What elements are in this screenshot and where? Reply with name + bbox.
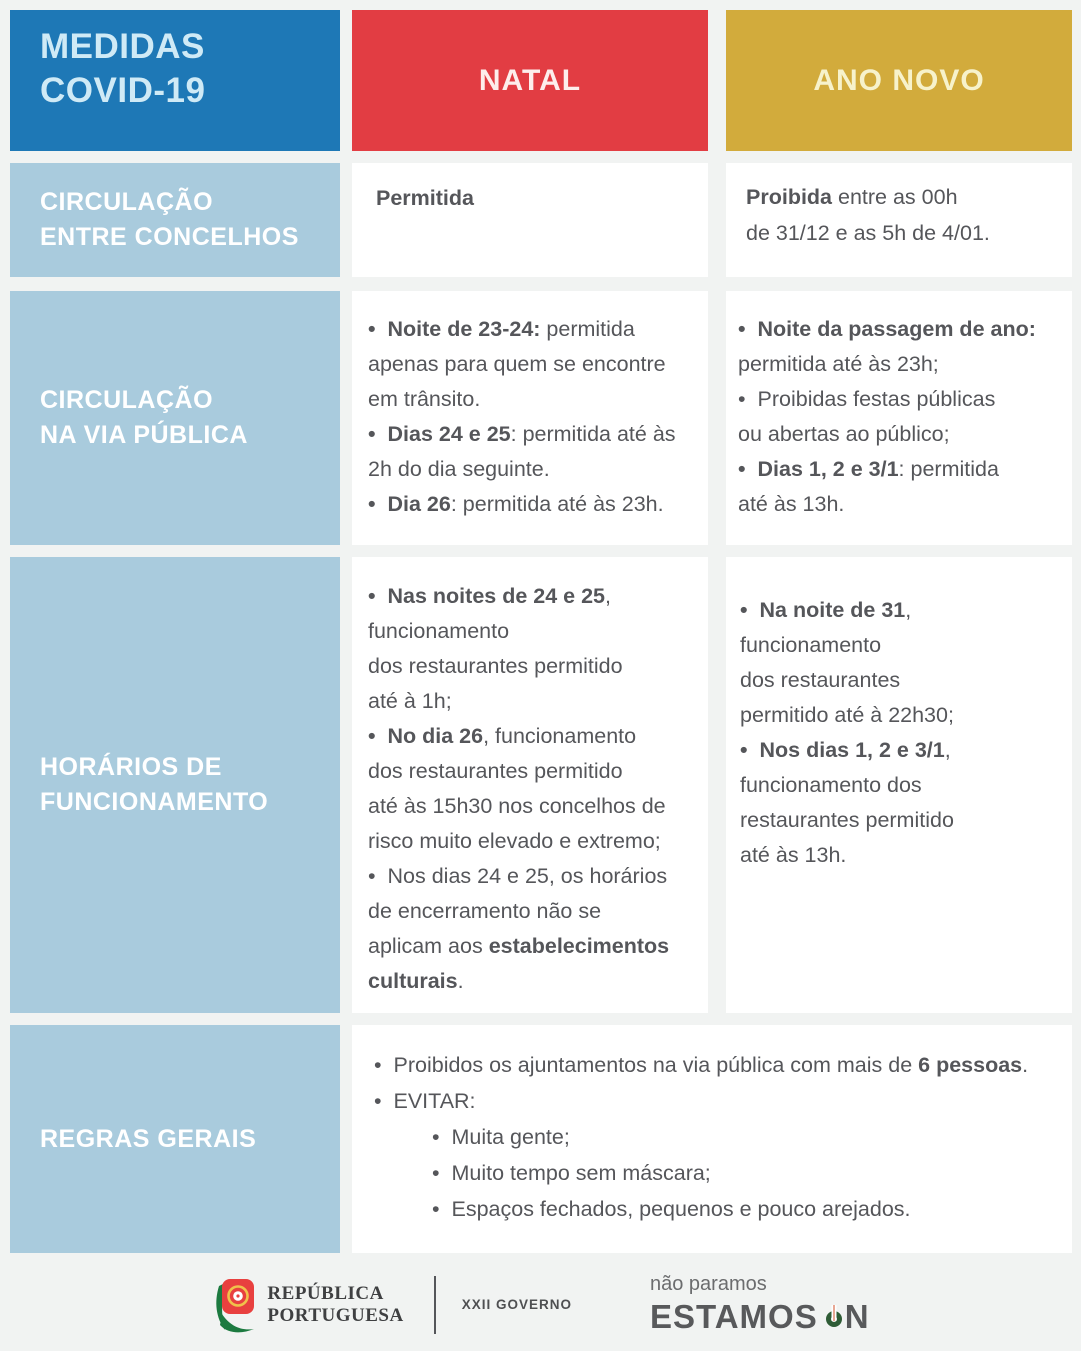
text-fragment: Espaços fechados, pequenos e pouco arejados. — [451, 1197, 911, 1221]
bullet-item — [740, 593, 1064, 733]
row-label-line: CIRCULAÇÃO — [40, 188, 214, 216]
bullet-item — [740, 733, 1064, 873]
text-fragment: PORTUGUESA — [267, 1304, 404, 1326]
text-fragment: . — [457, 969, 464, 993]
bullet-item — [368, 417, 698, 487]
power-icon — [826, 1311, 842, 1327]
row-label-line: FUNCIONAMENTO — [40, 788, 269, 816]
bullet-item — [374, 1083, 1052, 1119]
text-fragment: Nas noites de 24 e 25 — [387, 584, 605, 608]
cell-concelhos-natal — [352, 163, 708, 277]
page-title — [40, 25, 340, 113]
republica-portuguesa-emblem-icon — [211, 1274, 257, 1336]
text-fragment: restaurantes permitido — [740, 808, 954, 832]
footer-divider — [434, 1276, 436, 1334]
xxii-governo-label: XXII GOVERNO — [461, 1297, 572, 1312]
text-fragment: , funcionamento — [483, 724, 637, 748]
text-fragment: funcionamento — [368, 619, 510, 643]
cell-via-publica-natal — [352, 291, 708, 545]
row-label-line: REGRAS GERAIS — [40, 1124, 257, 1153]
text-fragment: 6 pessoas — [918, 1053, 1023, 1077]
estamos-on-wordmark — [650, 1298, 870, 1336]
text-fragment: culturais — [368, 969, 458, 993]
text-fragment: em trânsito. — [368, 387, 481, 411]
text-fragment: funcionamento dos — [740, 773, 922, 797]
sub-bullet-item — [374, 1191, 1052, 1227]
text-fragment: até às 13h. — [740, 843, 847, 867]
text-fragment: Nos dias 1, 2 e 3/1 — [759, 738, 945, 762]
bullet-item — [368, 859, 698, 999]
text-fragment: dos restaurantes permitido — [368, 654, 623, 678]
row-label-line: CIRCULAÇÃO — [40, 386, 214, 414]
cell-regras-gerais — [352, 1025, 1072, 1253]
sub-bullet-item — [374, 1119, 1052, 1155]
text-fragment: No dia 26 — [387, 724, 484, 748]
text-fragment: Na noite de 31 — [759, 598, 906, 622]
text-fragment: Dias 1, 2 e 3/1 — [757, 457, 899, 481]
text-fragment: de encerramento não se — [368, 899, 602, 923]
row-label-regras-gerais — [10, 1025, 340, 1253]
header-title-box — [10, 10, 340, 151]
column-header-ano-novo — [726, 10, 1072, 151]
text-fragment: : permitida — [898, 457, 999, 481]
permitida-text: Permitida — [376, 186, 474, 210]
government-logo-block — [211, 1274, 572, 1336]
text-fragment: : permitida até às 23h. — [450, 492, 664, 516]
page-title-line2: COVID-19 — [40, 71, 206, 110]
text-fragment: até às 15h30 nos concelhos de — [368, 794, 666, 818]
bullet-item — [738, 382, 1064, 452]
proibida-text: Proibida — [746, 185, 833, 209]
bullet-item — [738, 312, 1064, 382]
cell-horarios-ano-novo — [726, 557, 1072, 1013]
text-fragment: Noite de 23-24: — [387, 317, 541, 341]
cell-via-publica-ano-novo — [726, 291, 1072, 545]
text-fragment: , — [905, 598, 912, 622]
text-fragment: . — [1022, 1053, 1029, 1077]
text-fragment: , — [605, 584, 611, 608]
power-icon-bar — [831, 1305, 836, 1321]
bullet-item — [368, 719, 698, 859]
cell-concelhos-ano-novo — [726, 163, 1072, 277]
text-fragment: Noite da passagem de ano: — [757, 317, 1036, 341]
bullet-item — [368, 487, 698, 522]
text-fragment: funcionamento — [740, 633, 882, 657]
column-header-ano-novo-label: ANO NOVO — [813, 63, 985, 97]
text-fragment: , — [944, 738, 951, 762]
text-fragment: ESTAMOS — [650, 1298, 818, 1335]
estamos-on-brand — [650, 1273, 870, 1336]
text-fragment: estabelecimentos — [488, 934, 670, 958]
text-fragment: EVITAR: — [393, 1089, 476, 1113]
republica-portuguesa-label — [267, 1283, 403, 1327]
text-fragment: Nos dias 24 e 25, os horários — [387, 864, 668, 888]
text-fragment: de 31/12 e as 5h de 4/01. — [746, 221, 990, 245]
text-fragment: dos restaurantes — [740, 668, 901, 692]
text-fragment: permitida — [540, 317, 635, 341]
nao-paramos-tagline: não paramos — [650, 1273, 767, 1295]
text-fragment: 2h do dia seguinte. — [368, 457, 550, 481]
row-label-horarios-funcionamento — [10, 557, 340, 1013]
page-title-line1: MEDIDAS — [40, 27, 205, 66]
text-fragment: ou abertas ao público; — [738, 422, 950, 446]
bullet-item — [368, 579, 698, 719]
text-fragment: Dias 24 e 25 — [387, 422, 511, 446]
text-fragment: REPÚBLICA — [267, 1282, 384, 1304]
text-fragment: apenas para quem se encontre — [368, 352, 666, 376]
text-fragment: permitida até às 23h; — [738, 352, 939, 376]
text-fragment: N — [844, 1298, 870, 1335]
row-label-circulacao-via-publica — [10, 291, 340, 545]
text-fragment: Muito tempo sem máscara; — [451, 1161, 711, 1185]
row-label-line: HORÁRIOS DE — [40, 753, 222, 781]
bullet-item — [738, 452, 1064, 522]
row-label-circulacao-entre-concelhos — [10, 163, 340, 277]
text-fragment: Proibidas festas públicas — [757, 387, 996, 411]
text-fragment: dos restaurantes permitido — [368, 759, 623, 783]
bullet-item — [368, 312, 698, 417]
column-header-natal-label: NATAL — [478, 63, 582, 97]
text-fragment: Dia 26 — [387, 492, 451, 516]
text-fragment: permitido até à 22h30; — [740, 703, 954, 727]
footer — [0, 1258, 1081, 1351]
text-fragment: Muita gente; — [451, 1125, 570, 1149]
text-fragment: risco muito elevado e extremo; — [368, 829, 661, 853]
column-header-natal — [352, 10, 708, 151]
text-fragment: Proibidos os ajuntamentos na via pública com mais de — [393, 1053, 919, 1077]
text-fragment: até à 1h; — [368, 689, 452, 713]
text-fragment: entre as 00h — [832, 185, 958, 209]
text-fragment: : permitida até às — [510, 422, 676, 446]
bullet-item — [374, 1047, 1052, 1083]
row-label-line: NA VIA PÚBLICA — [40, 421, 248, 449]
text-fragment: aplicam aos — [368, 934, 489, 958]
cell-horarios-natal — [352, 557, 708, 1013]
text-fragment: até às 13h. — [738, 492, 845, 516]
sub-bullet-item — [374, 1155, 1052, 1191]
row-label-line: ENTRE CONCELHOS — [40, 223, 299, 251]
